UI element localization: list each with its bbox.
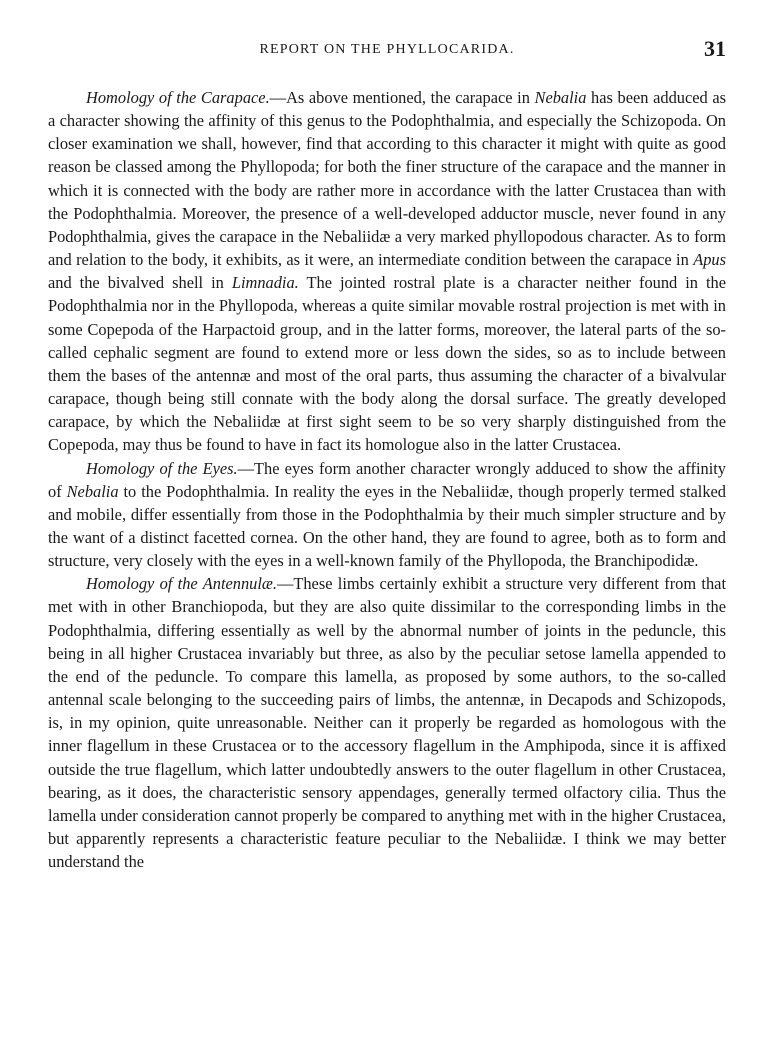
text-run: —These limbs certainly exhibit a structure very different from that met with in other Branchiopoda, but they are also quite dissimilar to the corresponding limbs in the Podophthalmia, differing essentially as well by the abnormal number of joints in the peduncle, this being in all higher Crustacea invariably but three, as also by the peculiar setose lamella appended to the end of the peduncle. To compare this lamella, as proposed by some authors, to the so-called antennal scale belonging to the succeeding pairs of limbs, the antennæ, in Decapods and Schizopods, is, in my opinion, quite unreasonable. Neither can it properly be regarded as homologous with the inner flagellum in these Crustacea or to the accessory flagellum in the Amphipoda, since it is affixed outside the true flagellum, which latter undoubtedly answers to the outer flagellum in other Crustacea, bearing, as it does, the characteristic sensory appendages, generally termed olfactory cilia. Thus the lamella under consideration cannot properly be compared to anything met with in the higher Crustacea, but apparently represents a characteristic feature peculiar to the Nebaliidæ. I think we may better understand the (48, 574, 726, 872)
italic-term: Limnadia. (231, 273, 299, 293)
text-run: and the bivalved shell in (48, 273, 232, 293)
running-title: REPORT ON THE PHYLLOCARIDA. (259, 42, 515, 57)
paragraph-body (48, 88, 726, 454)
italic-term: Nebalia (534, 88, 587, 107)
page-number: 31 (704, 36, 726, 61)
text-run: to the Podophthalmia. In reality the eyes in the Nebaliidæ, though properly termed stalked and mobile, differ essentially from those in the Podophthalmia by their much simpler structure and by the want of a distinct facetted cornea. On the other hand, they are found to agree, both as to form and structure, very closely with the eyes in a well-known family of the Phyllopoda, the Branchipodidæ. (48, 481, 726, 571)
text-run: has been adduced as a character showing the affinity of this genus to the Podophthalmia, and especially the Schizopoda. On closer examination we shall, however, find that according to this character it might with quite as good reason be classed among the Phyllopoda; for both the finer structure of the carapace and the manner in which it is connected with the body are rather more in accordance with the latter Crustacea than with the Podophthalmia. Moreover, the presence of a well-developed adductor muscle, never found in any Podophthalmia, gives the carapace in the Nebaliidæ a very marked phyllopodous character. As to form and relation to the body, it exhibits, as it were, an intermediate condition between the carapace in (48, 88, 726, 270)
text-run: The jointed rostral plate is a character neither found in the Podophthalmia nor in the Phyllopoda, whereas a quite similar movable rostral projection is met with in some Copepoda of the Harpactoid group, and in the latter forms, moreover, the lateral parts of the so-called cephalic segment are found to extend more or less down the sides, so as to include between them the bases of the antennæ and most of the oral parts, thus assuming the character of a bivalvular carapace, though being still connate with the body along the dorsal surface. The greatly developed carapace, by which the Nebaliidæ at first sight seem to be so very sharply distinguished from the Copepoda, may thus be found to have in fact its homologue also in the latter Crustacea. (48, 273, 726, 455)
paragraph-body (48, 574, 726, 871)
paragraph-antennulae (48, 572, 726, 873)
paragraph-carapace (48, 86, 726, 457)
section-heading-eyes: Homology of the Eyes. (86, 458, 238, 478)
section-heading-carapace: Homology of the Carapace. (86, 88, 270, 107)
section-heading-antennulae: Homology of the Antennulæ. (86, 574, 277, 594)
text-run: —As above mentioned, the carapace in (269, 88, 535, 107)
text-run: —The eyes form another character wrongly adduced to show the affinity of (48, 458, 726, 501)
italic-term: Nebalia (66, 481, 119, 501)
running-head (48, 36, 726, 66)
italic-term: Apus (693, 250, 726, 270)
document-page (48, 36, 726, 873)
paragraph-eyes (48, 457, 726, 573)
